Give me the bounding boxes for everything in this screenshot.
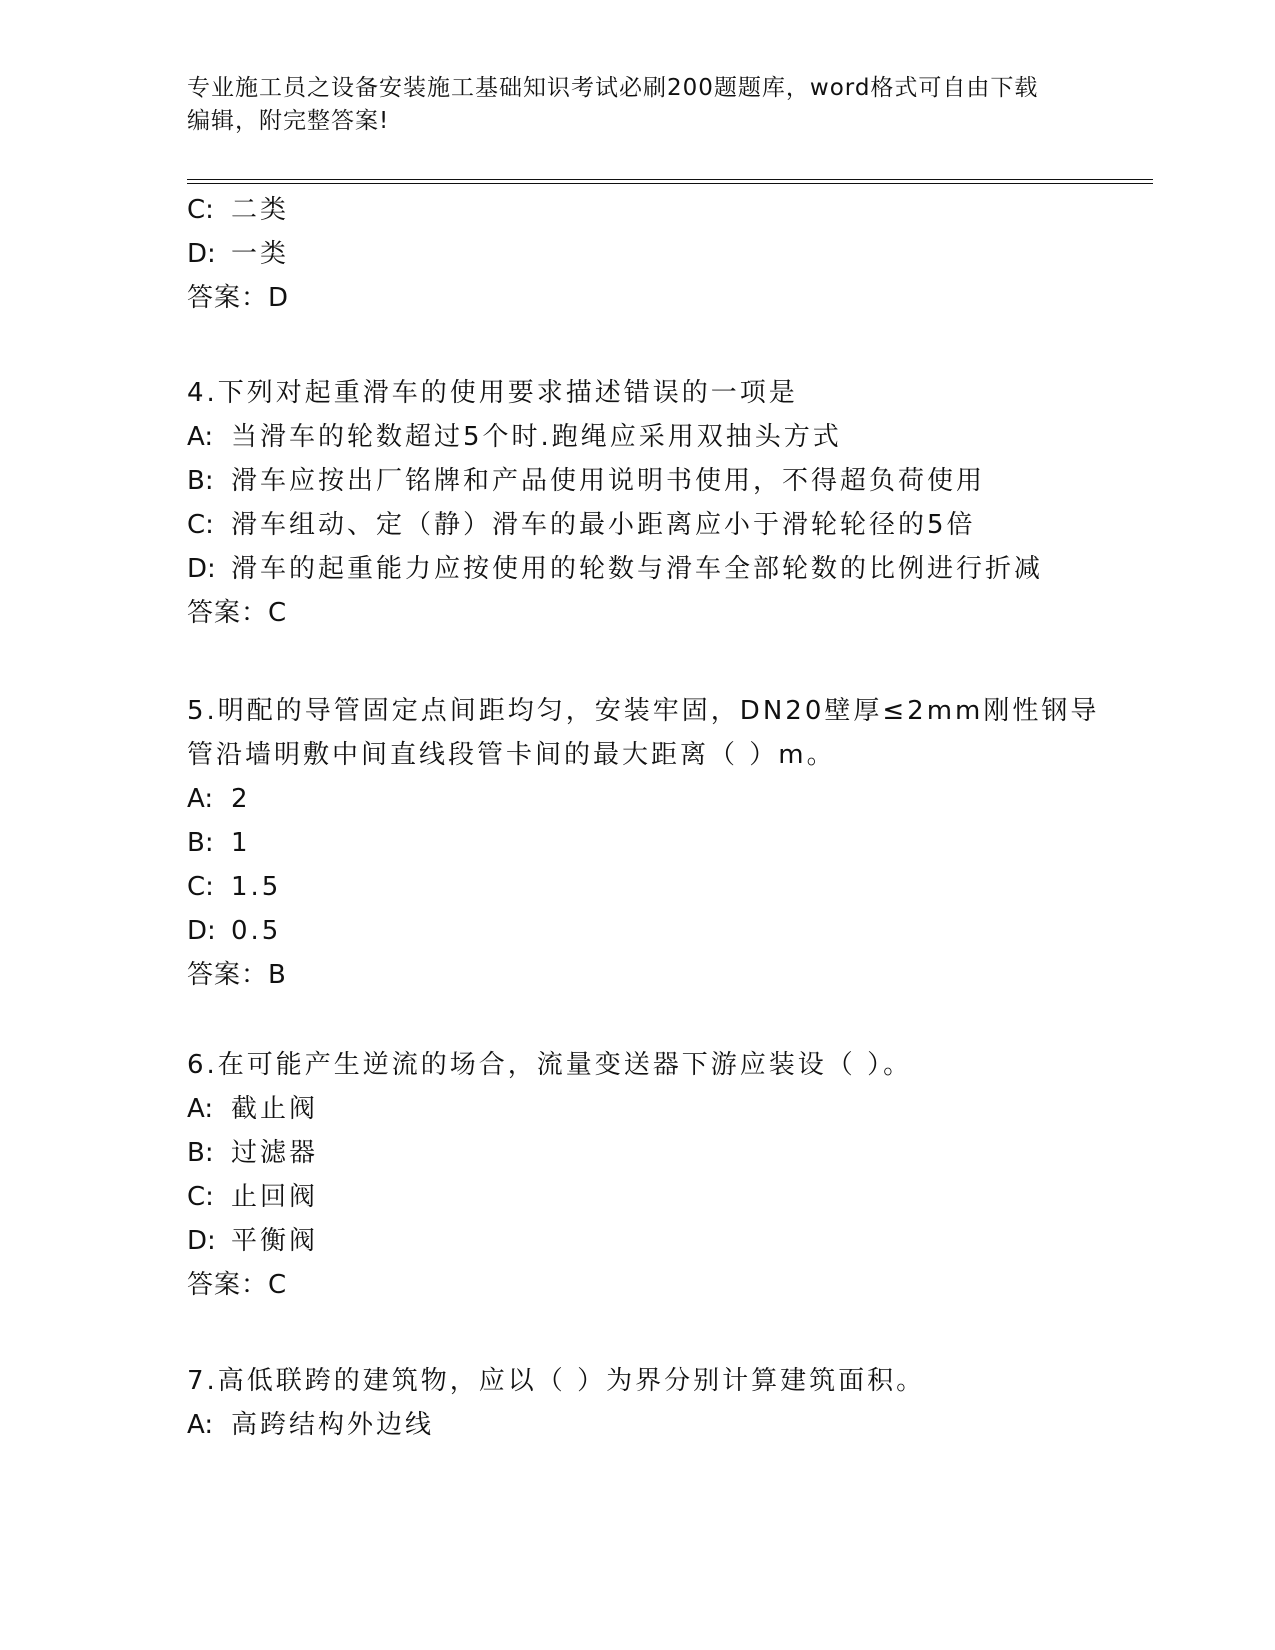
option-label: D: <box>187 916 216 946</box>
option-text: 当滑车的轮数超过5个时.跑绳应采用双抽头方式 <box>231 422 842 452</box>
option-label: A: <box>187 422 214 452</box>
option-label: A: <box>187 1094 214 1124</box>
q6-option-d <box>187 1224 318 1258</box>
option-text: 1 <box>231 828 251 858</box>
q4-option-c <box>187 508 976 542</box>
option-text: 高跨结构外边线 <box>231 1410 435 1440</box>
option-text: 滑车组动、定（静）滑车的最小距离应小于滑轮轮径的5倍 <box>231 510 976 540</box>
q4-stem: 4.下列对起重滑车的使用要求描述错误的一项是 <box>187 378 798 408</box>
option-text: 平衡阀 <box>231 1226 319 1256</box>
q6-stem: 6.在可能产生逆流的场合，流量变送器下游应装设（ ）。 <box>187 1050 913 1080</box>
option-label: C: <box>187 510 214 540</box>
q4-option-d <box>187 552 1043 586</box>
option-text: 1.5 <box>231 872 282 902</box>
q5-stem-line2: 管沿墙明敷中间直线段管卡间的最大距离（ ）m。 <box>187 740 836 770</box>
option-text: 过滤器 <box>231 1138 319 1168</box>
q5-option-d <box>187 914 281 948</box>
option-label: A: <box>187 1410 214 1440</box>
q5-option-c <box>187 870 281 904</box>
q4-option-a <box>187 420 842 454</box>
q6-option-a <box>187 1092 318 1126</box>
option-label: D: <box>187 239 216 269</box>
option-text: 止回阀 <box>231 1182 319 1212</box>
q4-option-b <box>187 464 985 498</box>
option-label: B: <box>187 1138 214 1168</box>
option-text: 滑车应按出厂铭牌和产品使用说明书使用，不得超负荷使用 <box>231 466 986 496</box>
q5-option-a <box>187 782 251 816</box>
q6-option-c <box>187 1180 318 1214</box>
option-text: 截止阀 <box>231 1094 319 1124</box>
option-label: C: <box>187 195 214 225</box>
q5-option-b <box>187 826 251 860</box>
q6-option-b <box>187 1136 318 1170</box>
page-header <box>187 72 1087 138</box>
option-text: 二类 <box>231 195 290 225</box>
option-label: C: <box>187 1182 214 1212</box>
q5-stem-line1: 5.明配的导管固定点间距均匀，安装牢固，DN20壁厚≤2mm刚性钢导 <box>187 696 1100 726</box>
option-label: C: <box>187 872 214 902</box>
q7-option-a <box>187 1408 434 1442</box>
header-title-line1: 专业施工员之设备安装施工基础知识考试必刷200题题库，word格式可自由下载 <box>187 75 1039 101</box>
option-label: D: <box>187 554 216 584</box>
option-label: A: <box>187 784 214 814</box>
option-label: B: <box>187 466 214 496</box>
q7-stem: 7.高低联跨的建筑物，应以（ ）为界分别计算建筑面积。 <box>187 1366 926 1396</box>
q6-answer: 答案：C <box>187 1270 288 1300</box>
option-label: D: <box>187 1226 216 1256</box>
q4-answer: 答案：C <box>187 598 288 628</box>
header-divider-top <box>187 179 1153 180</box>
option-text: 2 <box>231 784 251 814</box>
option-label: B: <box>187 828 214 858</box>
option-text: 一类 <box>231 239 290 269</box>
option-text: 滑车的起重能力应按使用的轮数与滑车全部轮数的比例进行折减 <box>231 554 1044 584</box>
option-text: 0.5 <box>231 916 282 946</box>
header-divider-bottom <box>187 183 1153 184</box>
q5-answer: 答案：B <box>187 960 287 990</box>
q3-answer: 答案：D <box>187 283 290 313</box>
q3-option-d <box>187 237 289 271</box>
header-title-line2: 编辑，附完整答案! <box>187 108 390 134</box>
q3-option-c <box>187 193 289 227</box>
